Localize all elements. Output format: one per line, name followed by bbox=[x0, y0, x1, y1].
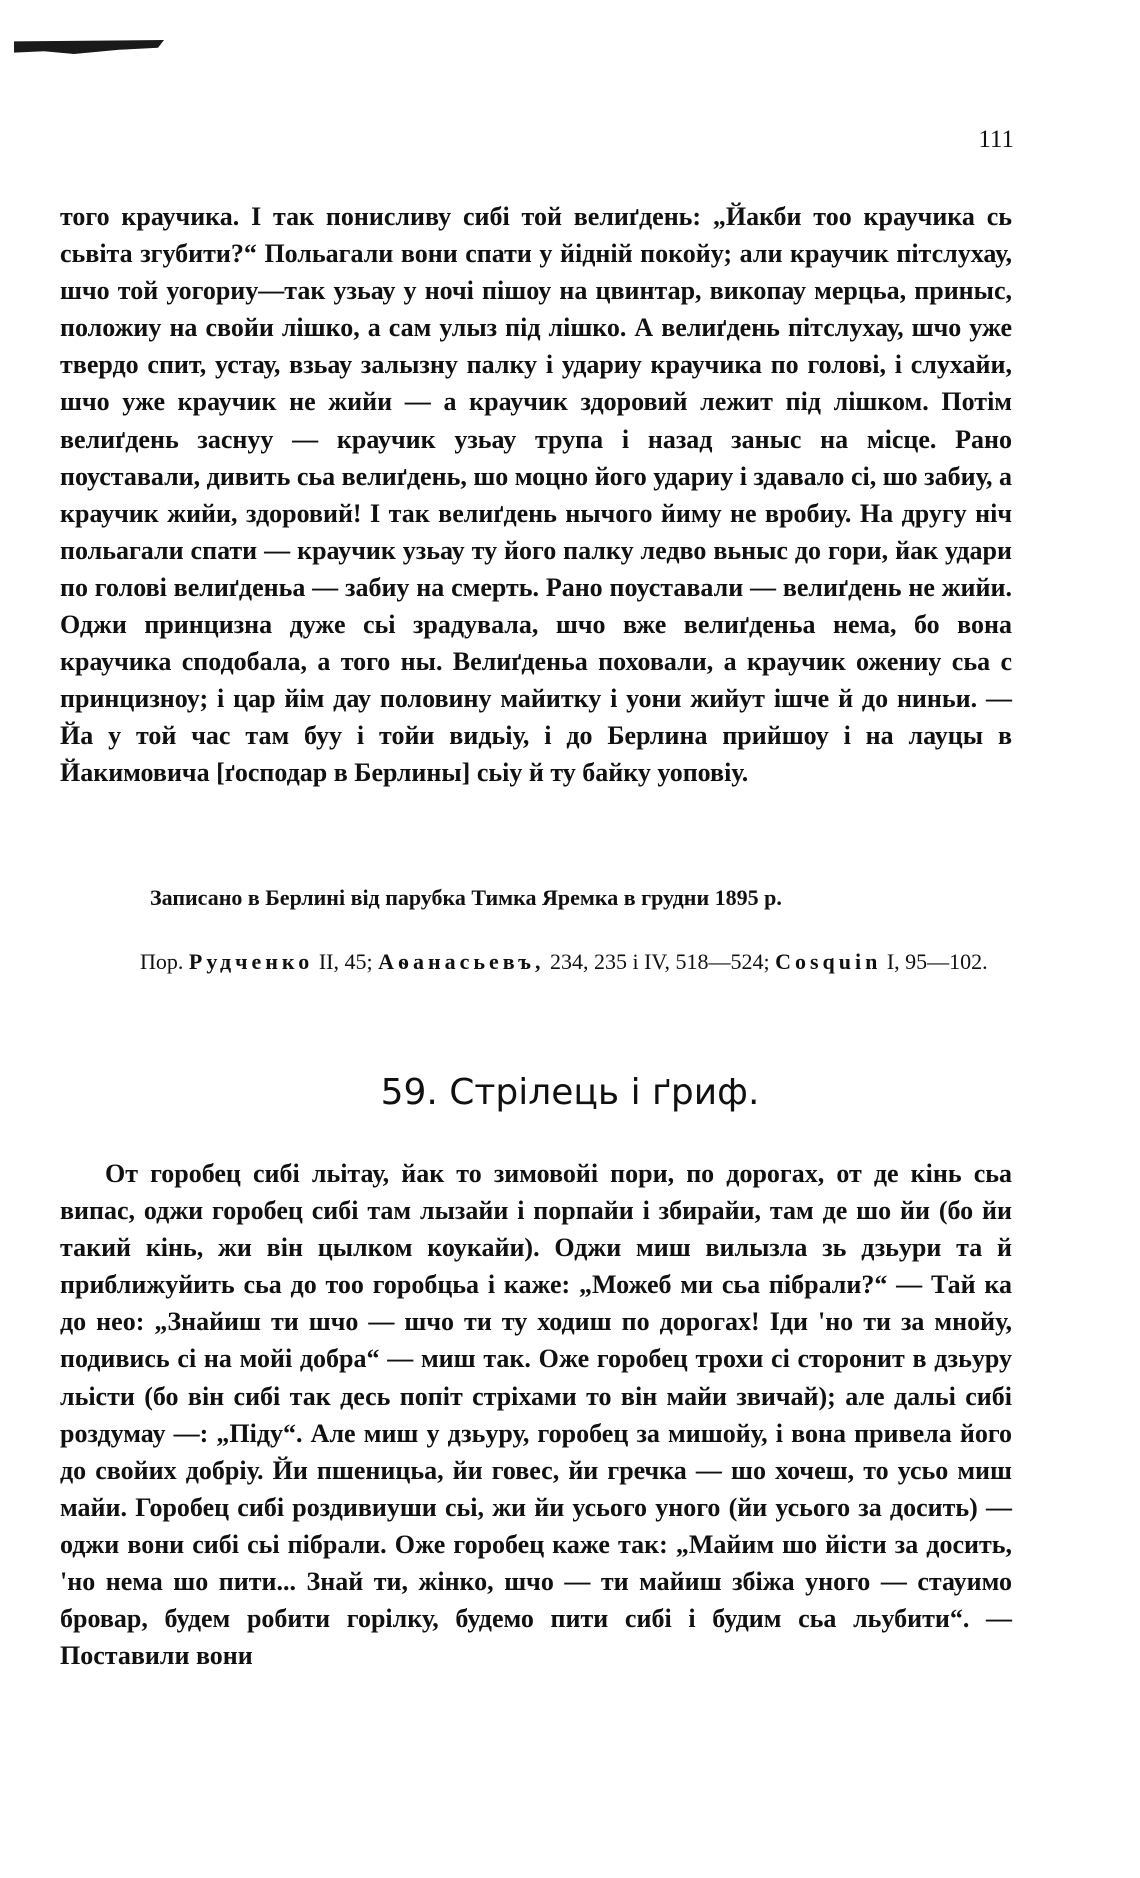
reference-author-afanasiev: Аѳанасьевъ, bbox=[378, 949, 545, 974]
story-continuation bbox=[60, 198, 1012, 792]
reference-author-rudchenko: Рудченко bbox=[188, 949, 314, 974]
reference-citation-3: I, 95—102. bbox=[886, 949, 988, 974]
references-prefix: Пор. bbox=[140, 949, 184, 974]
story-body-paragraph: От горобец сибі льітау, йак то зимовойі пори, по дорогах, от де кінь сьа випас, оджи горобец сибі там лызайи і порпайи і збирайи, там де шо йи (бо йи такий кінь, жи він цылком коукайи). Оджи миш вилызла зь дзьури та й приближуйить сьа до тоо горобцьа і каже: „Можеб ми сьа пібрали?“ — Тай ка до нео: „Знайиш ти шчо — шчо ти ту ходиш по дорогах! Іди 'но ти за мнойу, подивись сі на мойі добра“ — миш так. Оже горобец трохи сі сторонит в дзьуру льісти (бо він сибі так десь попіт стріхами то він майи звичай); але дальі сибі роздумау —: „Піду“. Але миш у дзьуру, горобец за мишойу, і вона привела його до свойих добріу. Йи пшеницьа, йи говес, йи гречка — шо хочеш, то усьо миш майи. Горобец сибі роздивиуши сьі, жи йи усього уного (йи усього за досить) — оджи вони сибі сьі пібрали. Оже горобец каже так: „Майим шо йісти за досить, 'но нема шо пити... Знай ти, жінко, шчо — ти майиш збіжа уного — стауимо бровар, будем робити горілку, будемо пити сибі і будим сьа льубити“. — Поставили вони bbox=[60, 1159, 1012, 1671]
section-title: 59. Стрілець і ґриф. bbox=[380, 1072, 760, 1113]
references bbox=[60, 944, 1012, 980]
story-body bbox=[60, 1155, 1012, 1674]
ink-smudge bbox=[14, 40, 164, 54]
source-note: Записано в Берлині від парубка Тимка Яремка в грудни 1895 р. bbox=[150, 885, 782, 910]
reference-citation-1: II, 45; bbox=[318, 949, 373, 974]
reference-author-cosquin: Cosquin bbox=[775, 949, 882, 974]
story-continuation-paragraph: того краучика. І так понисливу сибі той велиґдень: „Йакби тоо краучика сь сьвіта згубити?“ Польагали вони спати у йідній покойу; али краучик пітслухау, шчо той уогориу—так узьау у ночі пішоу на цвинтар, викопау мерцьа, приныс, положиу на свойи лішко, а сам улыз під лішко. А велиґдень пітслухау, шчо уже твердо спит, устау, взьау залызну палку і удариу краучика по голові, і слухайи, шчо уже краучик не жийи — а краучик здоровий лежит під лішком. Потім велиґдень заснуу — краучик узьау трупа і назад заныс на місце. Рано поуставали, дивить сьа велиґдень, шо моцно його удариу і здавало сі, шо забиу, а краучик жийи, здоровий! І так велиґдень нычого йиму не вробиу. На другу ніч польагали спати — краучик узьау ту його палку ледво вьныс до гори, йак удари по голові велиґденьа — забиу на смерть. Рано поуставали — велиґдень не жийи. Оджи принцизна дуже сьі зрадувала, шчо вже велиґденьа нема, бо вона краучика сподобала, а того ны. Велиґденьа поховали, а краучик ожениу сьа с принцизноу; і цар йім дау половину майитку і уони жийут ішче й до ниньи. — Йа у той час там буу і тойи видьіу, і до Берлина прийшоу і на лауцы в Йакимовича [ґосподар в Берлины] сьіу й ту байку уоповіу. bbox=[60, 202, 1012, 788]
page-number: 111 bbox=[978, 126, 1014, 153]
reference-citation-2: 234, 235 і IV, 518—524; bbox=[549, 949, 770, 974]
